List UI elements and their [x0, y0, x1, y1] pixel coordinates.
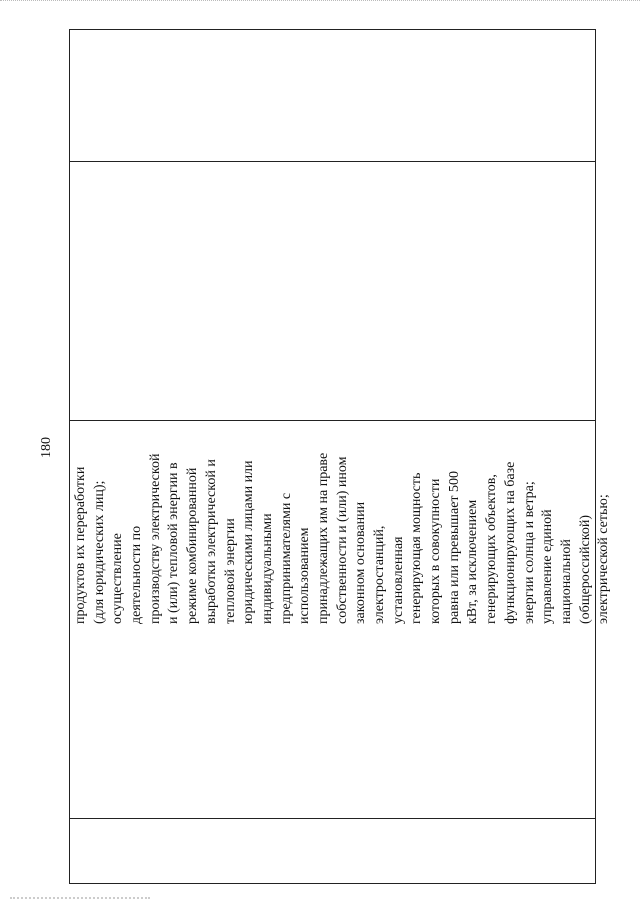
table-cell-text [72, 184, 614, 624]
cell-line: предпринимателями с [278, 492, 294, 624]
cell-line: национальной [558, 539, 574, 624]
cell-line: использованием [297, 527, 313, 624]
cell-line: деятельности по [129, 525, 145, 624]
cell-line: генерирующих объектов, [484, 474, 500, 624]
cell-line: собственности и (или) ином [334, 456, 350, 624]
cell-line: индивидуальными [259, 513, 275, 624]
cell-line: установленная [390, 536, 406, 624]
cell-line: (общероссийской) [577, 515, 593, 624]
cell-line: выработки электрической и [203, 459, 219, 624]
cell-line: продуктов их переработки [73, 466, 88, 624]
cell-line: режиме комбинированной [185, 467, 201, 624]
table-row-divider [70, 161, 595, 162]
table-row-divider [70, 818, 595, 819]
cell-line: равна или превышает 500 [446, 470, 462, 624]
cell-line: тепловой энергии [222, 518, 238, 624]
cell-line: которых в совокупности [428, 478, 444, 624]
cell-line: электрической сетью; [596, 494, 612, 624]
cell-line: законном основании [353, 501, 369, 624]
cell-line: функционирующих на базе [502, 461, 518, 624]
page-number: 180 [39, 437, 54, 458]
cell-line: принадлежащих им на праве [315, 452, 331, 624]
cell-line: и (или) тепловой энергии в [166, 462, 182, 624]
cell-line: (для юридических лиц); [91, 480, 107, 624]
cell-line: кВт, за исключением [465, 499, 481, 624]
scan-edge-top [0, 0, 640, 5]
cell-line: генерирующая мощность [409, 472, 425, 624]
cell-line: управление единой [540, 509, 556, 624]
cell-line: электростанций, [372, 525, 387, 624]
cell-line: производству электрической [147, 453, 163, 624]
scan-edge-bottom [10, 897, 150, 902]
cell-line: энергии солнца и ветра; [521, 481, 537, 624]
cell-line: юридическими лицами или [241, 460, 257, 624]
cell-line: осуществление [110, 533, 126, 624]
